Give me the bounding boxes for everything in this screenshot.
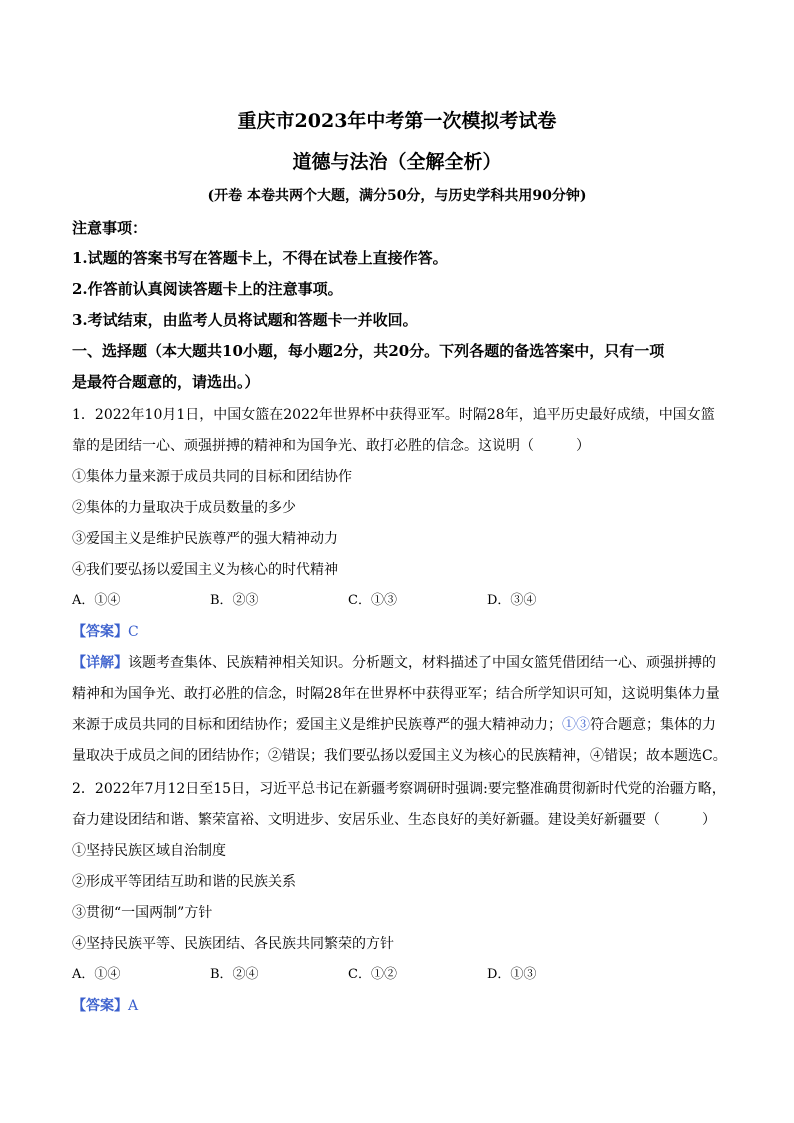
notice-item: 3.考试结束，由监考人员将试题和答题卡一并收回。 xyxy=(72,311,418,329)
section-heading-cont: 是最符合题意的，请选出。） xyxy=(72,373,260,391)
q2-stem-cont: 奋力建设团结和谐、繁荣富裕、文明进步、安居乐业、生态良好的美好新疆。建设美好新疆要（ ） xyxy=(72,812,716,828)
q2-answer xyxy=(72,996,138,1016)
q2-statement: ④坚持民族平等、民族团结、各民族共同繁荣的方针 xyxy=(72,936,394,952)
section-heading: 一、选择题（本大题共10小题，每小题2分，共20分。下列各题的备选答案中，只有一项 xyxy=(72,342,665,360)
explain-text: 来源于成员共同的目标和团结协作；爱国主义是维护民族尊严的强大精神动力； xyxy=(72,717,562,733)
q2-option-b: B．②④ xyxy=(210,967,259,982)
notice-item: 1.试题的答案书写在答题卡上，不得在试卷上直接作答。 xyxy=(72,249,448,267)
q2-statement: ②形成平等团结互助和谐的民族关系 xyxy=(72,874,296,890)
q1-statement: ④我们要弘扬以爱国主义为核心的时代精神 xyxy=(72,562,338,578)
q1-explain-cont: 精神和为国争光、敢打必胜的信念，时隔28年在世界杯中获得亚军；结合所学知识可知，这说明集体力量 xyxy=(72,686,720,702)
q2-stem: 2．2022年7月12日至15日，习近平总书记在新疆考察调研时强调:要完整准确贯彻新时代党的治疆方略， xyxy=(72,781,726,797)
q2-option-c: C．①② xyxy=(348,967,397,982)
q1-statement: ①集体力量来源于成员共同的目标和团结协作 xyxy=(72,469,352,485)
answer-label: 【答案】 xyxy=(72,624,128,640)
q1-explain xyxy=(72,653,716,673)
explain-text: 该题考查集体、民族精神相关知识。分析题文，材料描述了中国女篮凭借团结一心、顽强拼搏的 xyxy=(128,655,716,671)
explain-highlight: ①③ xyxy=(562,717,590,733)
q1-stem: 1．2022年10月1日，中国女篮在2022年世界杯中获得亚军。时隔28年，追平历史最好成绩，中国女篮 xyxy=(72,407,715,423)
q1-option-c: C．①③ xyxy=(348,593,397,608)
exam-note: (开卷 本卷共两个大题，满分50分，与历史学科共用90分钟) xyxy=(207,188,587,204)
q2-option-a: A．①④ xyxy=(72,967,121,982)
q1-answer xyxy=(72,622,139,642)
notices-heading: 注意事项： xyxy=(72,219,148,237)
q2-statement: ③贯彻“一国两制”方针 xyxy=(72,905,213,921)
answer-value: A xyxy=(128,998,139,1014)
answer-value: C xyxy=(128,624,139,640)
q1-explain-cont xyxy=(72,715,716,735)
q2-option-d: D．①③ xyxy=(487,967,537,982)
q1-option-b: B．②③ xyxy=(210,593,259,608)
q1-statement: ③爱国主义是维护民族尊严的强大精神动力 xyxy=(72,531,338,547)
explain-label: 【详解】 xyxy=(72,655,128,671)
q1-stem-cont: 靠的是团结一心、顽强拼搏的精神和为国争光、敢打必胜的信念。这说明（ ） xyxy=(72,438,590,454)
q2-statement: ①坚持民族区域自治制度 xyxy=(72,843,226,859)
notice-item: 2.作答前认真阅读答题卡上的注意事项。 xyxy=(72,280,343,298)
q1-statement: ②集体的力量取决于成员数量的多少 xyxy=(72,500,296,516)
exam-subtitle: 道德与法治（全解全析） xyxy=(292,151,502,173)
q1-option-a: A．①④ xyxy=(72,593,121,608)
answer-label: 【答案】 xyxy=(72,998,128,1014)
q1-option-d: D．③④ xyxy=(487,593,537,608)
exam-title: 重庆市2023年中考第一次模拟考试卷 xyxy=(237,110,557,132)
q1-explain-cont: 量取决于成员之间的团结协作；②错误；我们要弘扬以爱国主义为核心的民族精神，④错误；故本题选C。 xyxy=(72,748,727,764)
explain-text: 符合题意；集体的力 xyxy=(590,717,716,733)
